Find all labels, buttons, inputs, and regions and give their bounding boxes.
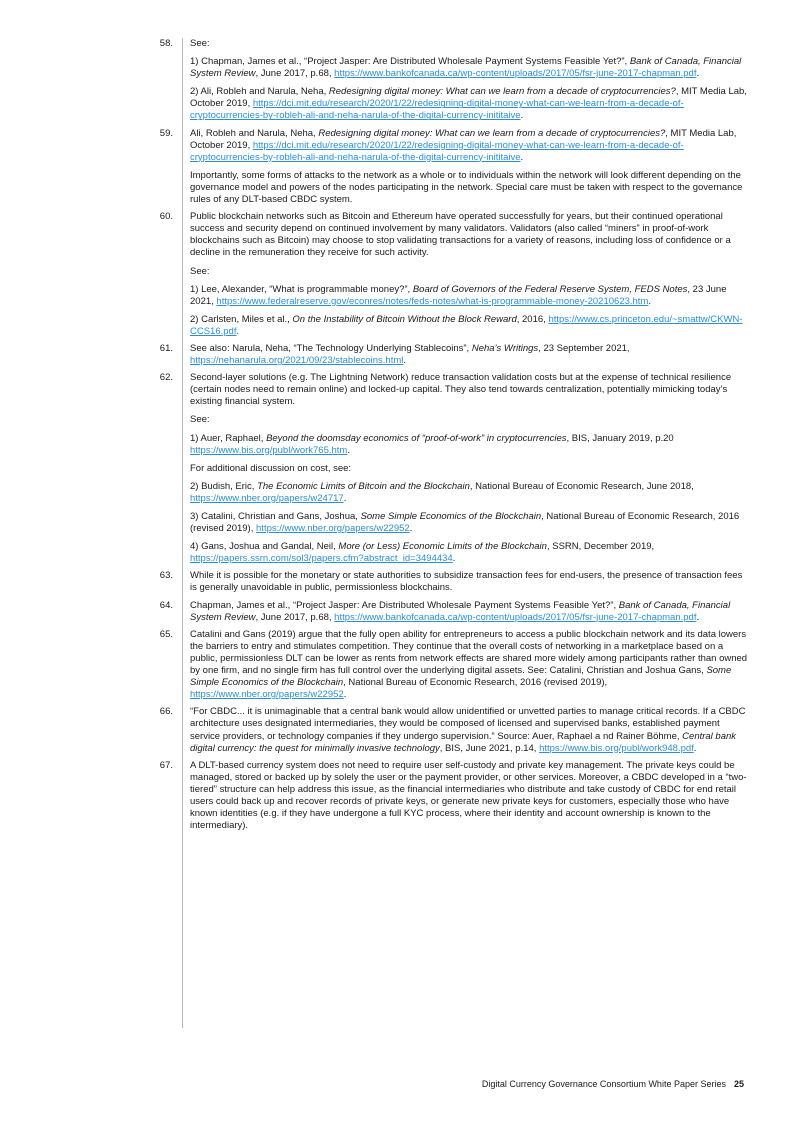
footnote-body <box>190 128 750 207</box>
footnote-number: 60. <box>159 211 173 223</box>
reference-link[interactable]: https://dci.mit.edu/research/2020/1/22/redesigning-digital-money-what-can-we-learn-from-a-decade-of-cryptocurrencies-by-robleh-ali-and-neha-narula-of-the-digital-currency-inititaive <box>190 139 684 163</box>
text-segment: 4) Gans, Joshua and Gandal, Neil, <box>190 541 339 553</box>
text-segment: . <box>452 553 456 565</box>
footnote-body <box>190 760 750 833</box>
text-segment: 1) Chapman, James et al., “Project Jasper: Are Distributed Wholesale Payment Systems Feasible Yet?”, <box>190 56 630 68</box>
footnote-paragraph <box>190 511 750 535</box>
text-segment: , National Bureau of Economic Research, 2016 (revised 2019), <box>343 677 608 689</box>
footnote-body <box>190 343 750 367</box>
footnote-body <box>190 211 750 338</box>
reference-link[interactable]: https://www.cs.princeton.edu/~smattw/CKWN-CCS16.pdf <box>190 313 743 337</box>
text-segment: . <box>693 742 697 754</box>
text-segment: , MIT Media Lab, October 2019, <box>190 86 747 110</box>
footnote-paragraph <box>190 170 750 206</box>
footnote <box>140 760 750 833</box>
footnote-number: 66. <box>159 706 173 718</box>
text-segment: 3) Catalini, Christian and Gans, Joshua, <box>190 511 361 522</box>
text-segment: , June 2017, p.68, <box>255 68 335 80</box>
footnote-number: 63. <box>159 570 173 582</box>
text-segment: . <box>403 355 407 367</box>
footnote <box>140 128 750 207</box>
footnote-paragraph <box>190 600 750 624</box>
footnote <box>140 706 750 754</box>
text-segment: , National Bureau of Economic Research, June 2018, <box>469 480 694 492</box>
text-segment: Second-layer solutions (e.g. The Lightning Network) reduce transaction validation costs but at the expense of technical resilience (certain nodes need to remain online) and locked-up capital. They also tend towards centralization, potentially mimicking today’s existing financial system. <box>190 372 732 408</box>
text-segment: , BIS, January 2019, p.20 <box>566 432 674 444</box>
text-segment: , BIS, June 2021, p.14, <box>439 742 540 754</box>
footnote-paragraph <box>190 481 750 505</box>
text-segment: , National Bureau of Economic Research, 2016 (revised 2019), <box>190 511 740 535</box>
italic-title: Some Simple Economics of the Blockchain <box>190 665 732 689</box>
footnote <box>140 629 750 702</box>
reference-link[interactable]: https://www.bankofcanada.ca/wp-content/uploads/2017/05/fsr-june-2017-chapman.pdf <box>334 611 697 623</box>
text-segment: , 23 June 2021, <box>190 283 727 307</box>
footnote <box>140 38 750 123</box>
text-segment: 2) Carlsten, Miles et al., <box>190 313 293 325</box>
footnote-paragraph <box>190 414 750 426</box>
footnote-paragraph <box>190 266 750 278</box>
footnote <box>140 570 750 594</box>
footnote <box>140 372 750 565</box>
footnote-body <box>190 600 750 624</box>
footnote-number: 59. <box>159 127 173 139</box>
reference-link[interactable]: https://www.nber.org/papers/w24717 <box>190 492 344 504</box>
footnote-body <box>190 570 750 594</box>
footnote-number: 65. <box>159 628 173 640</box>
italic-title: On the Instability of Bitcoin Without the Block Reward <box>292 313 517 325</box>
footnote-paragraph <box>190 570 750 594</box>
footnote-paragraph <box>190 314 750 338</box>
text-segment: Chapman, James et al., “Project Jasper: Are Distributed Wholesale Payment Systems Feasible Yet?”, <box>190 599 619 611</box>
reference-link[interactable]: https://papers.ssrn.com/sol3/papers.cfm?abstract_id=3494434 <box>190 553 453 565</box>
reference-link[interactable]: https://dci.mit.edu/research/2020/1/22/redesigning-digital-money-what-can-we-learn-from-a-decade-of-cryptocurrencies-by-robleh-ali-and-neha-narula-of-the-digital-currency-inititaive <box>190 98 684 122</box>
footnote-paragraph <box>190 463 750 475</box>
text-segment: 2) Ali, Robleh and Narula, Neha, <box>190 86 329 98</box>
footnote-paragraph <box>190 760 750 833</box>
italic-title: More (or Less) Economic Limits of the Blockchain <box>338 541 547 553</box>
text-segment: , SSRN, December 2019, <box>546 541 655 553</box>
text-segment: 2) Budish, Eric, <box>190 480 258 492</box>
reference-link[interactable]: https://www.bis.org/publ/work765.htm <box>190 444 348 456</box>
footnote-paragraph <box>190 56 750 80</box>
italic-title: Beyond the doomsday economics of “proof-of-work” in cryptocurrencies <box>266 432 567 444</box>
text-segment: Public blockchain networks such as Bitcoin and Ethereum have operated successfully for years, but their continued operational success and security depend on continued involvement by many validators. Validators (also called “miners” in proof-of-work blockchains such as Bitcoin) may choose to stop validating transactions for a variety of reasons, including loss of confidence or a decline in the remuneration they receive for such activity. <box>190 211 731 259</box>
reference-link[interactable]: https://www.nber.org/papers/w22952 <box>190 689 344 701</box>
text-segment: . <box>236 325 240 337</box>
text-segment: See: <box>190 265 210 277</box>
footnote-body <box>190 38 750 123</box>
text-segment: “For CBDC... it is unimaginable that a central bank would allow unidentified or unvetted parties to manage critical records. If a CBDC architecture uses designated intermediaries, they would be composed of licensed and supervised banks, established payment service providers, or technology companies if they undergo supervision.” Source: Auer, Raphael a nd Rainer Böhme, <box>190 706 746 742</box>
footnote-paragraph <box>190 86 750 122</box>
footnote <box>140 600 750 624</box>
italic-title: Redesigning digital money: What can we learn from a decade of cryptocurrencies? <box>318 127 666 139</box>
page-number: 25 <box>733 1079 744 1089</box>
footnote-body <box>190 706 750 754</box>
text-segment: While it is possible for the monetary or state authorities to subsidize transaction fees for end-users, the presence of transaction fees is generally unavoidable in public, permissionless blockchains. <box>190 570 743 594</box>
italic-title: Bank of Canada, Financial System Review <box>190 599 731 623</box>
italic-title: Bank of Canada, Financial System Review <box>190 56 742 80</box>
page-footer <box>482 1078 744 1090</box>
text-segment: . <box>696 611 700 623</box>
footnote-body <box>190 629 750 702</box>
italic-title: Neha’s Writings <box>471 342 539 354</box>
text-segment: Ali, Robleh and Narula, Neha, <box>190 127 319 139</box>
text-segment: . <box>520 151 524 163</box>
italic-title: Some Simple Economics of the Blockchain <box>360 511 542 522</box>
text-segment: See: <box>190 414 210 426</box>
reference-link[interactable]: https://www.nber.org/papers/w22952 <box>256 523 410 535</box>
footnote-body <box>190 372 750 565</box>
footnote-paragraph <box>190 343 750 367</box>
italic-title: Central bank digital currency: the quest for minimally invasive technology <box>190 730 737 754</box>
text-segment: . <box>343 492 347 504</box>
text-segment: . <box>347 444 350 456</box>
footer-series-title: Digital Currency Governance Consortium White Paper Series <box>481 1079 726 1089</box>
footnote-paragraph <box>190 211 750 259</box>
footnote-paragraph <box>190 284 750 308</box>
footnote-paragraph <box>190 128 750 164</box>
reference-link[interactable]: https://nehanarula.org/2021/09/23/stablecoins.html <box>190 355 404 367</box>
text-segment: . <box>409 523 413 535</box>
text-segment: , 23 September 2021, <box>538 342 630 354</box>
text-segment: See also: Narula, Neha, “The Technology Underlying Stablecoins”, <box>190 342 472 354</box>
italic-title: Board of Governors of the Federal Reserve System, FEDS Notes <box>412 283 688 295</box>
footnote-paragraph <box>190 433 750 457</box>
footnote-paragraph <box>190 706 750 754</box>
text-segment: , MIT Media Lab, October 2019, <box>190 127 737 151</box>
reference-link[interactable]: https://www.bis.org/publ/work948.pdf <box>539 742 694 754</box>
text-segment: For additional discussion on cost, see: <box>190 462 352 474</box>
text-segment: . <box>648 295 651 307</box>
text-segment: , June 2017, p.68, <box>255 611 335 623</box>
footnote-paragraph <box>190 541 750 565</box>
footnote-number: 62. <box>159 372 173 384</box>
footnote-number: 61. <box>159 342 173 354</box>
footnote-paragraph <box>190 38 750 50</box>
text-segment: , 2016, <box>516 313 549 325</box>
text-segment: See: <box>190 38 210 49</box>
text-segment: . <box>696 68 700 80</box>
footnote-paragraph <box>190 372 750 408</box>
text-segment: 1) Lee, Alexander, “What is programmable money?”, <box>190 283 413 295</box>
text-segment: . <box>343 689 347 701</box>
footnotes-list <box>140 38 750 837</box>
text-segment: Importantly, some forms of attacks to the network as a whole or to individuals within the network will look different depending on the governance model and powers of the nodes participating in the network. Special care must be taken with respect to the governance rules of any DLT-based CBDC system. <box>190 169 743 206</box>
text-segment: . <box>520 110 524 122</box>
footnote-number: 67. <box>159 759 173 771</box>
reference-link[interactable]: https://www.federalreserve.gov/econres/notes/feds-notes/what-is-programmable-money-20210623.htm <box>216 295 649 307</box>
footnote <box>140 343 750 367</box>
text-segment: 1) Auer, Raphael, <box>190 432 267 444</box>
italic-title: Redesigning digital money: What can we learn from a decade of cryptocurrencies? <box>328 86 676 98</box>
footnote-number: 58. <box>159 38 173 49</box>
footnote <box>140 211 750 338</box>
text-segment: Catalini and Gans (2019) argue that the fully open ability for entrepreneurs to access a public blockchain network and its data lowers the barriers to entry and stimulates competition. They continue that the overall costs of networking in a marketplace based on a public, permissionless DLT can be lower as rents from network effects are shared more widely among participants rather than owned by one firm, and no single firm has full control over the underlying digital assets. See: Catalini, Christian and Joshua Gans, <box>190 628 748 677</box>
italic-title: The Economic Limits of Bitcoin and the Blockchain <box>257 480 470 492</box>
reference-link[interactable]: https://www.bankofcanada.ca/wp-content/uploads/2017/05/fsr-june-2017-chapman.pdf <box>334 68 697 80</box>
text-segment: A DLT-based currency system does not need to require user self-custody and private key management. The private keys could be managed, stored or backed up by solely the user or the payment provider, or other services. Moreover, a CBDC developed in a “two-tiered” structure can help address this issue, as the financial intermediaries who distribute and take custody of CBDC for end retail users could back up and recover records of private keys, or generate new private keys for customers, especially those who have known identities (e.g. if they have undergone a full KYC process, where their identity and account ownership is known to the intermediary). <box>190 759 747 832</box>
footnote-number: 64. <box>159 599 173 611</box>
footnote-paragraph <box>190 629 750 702</box>
